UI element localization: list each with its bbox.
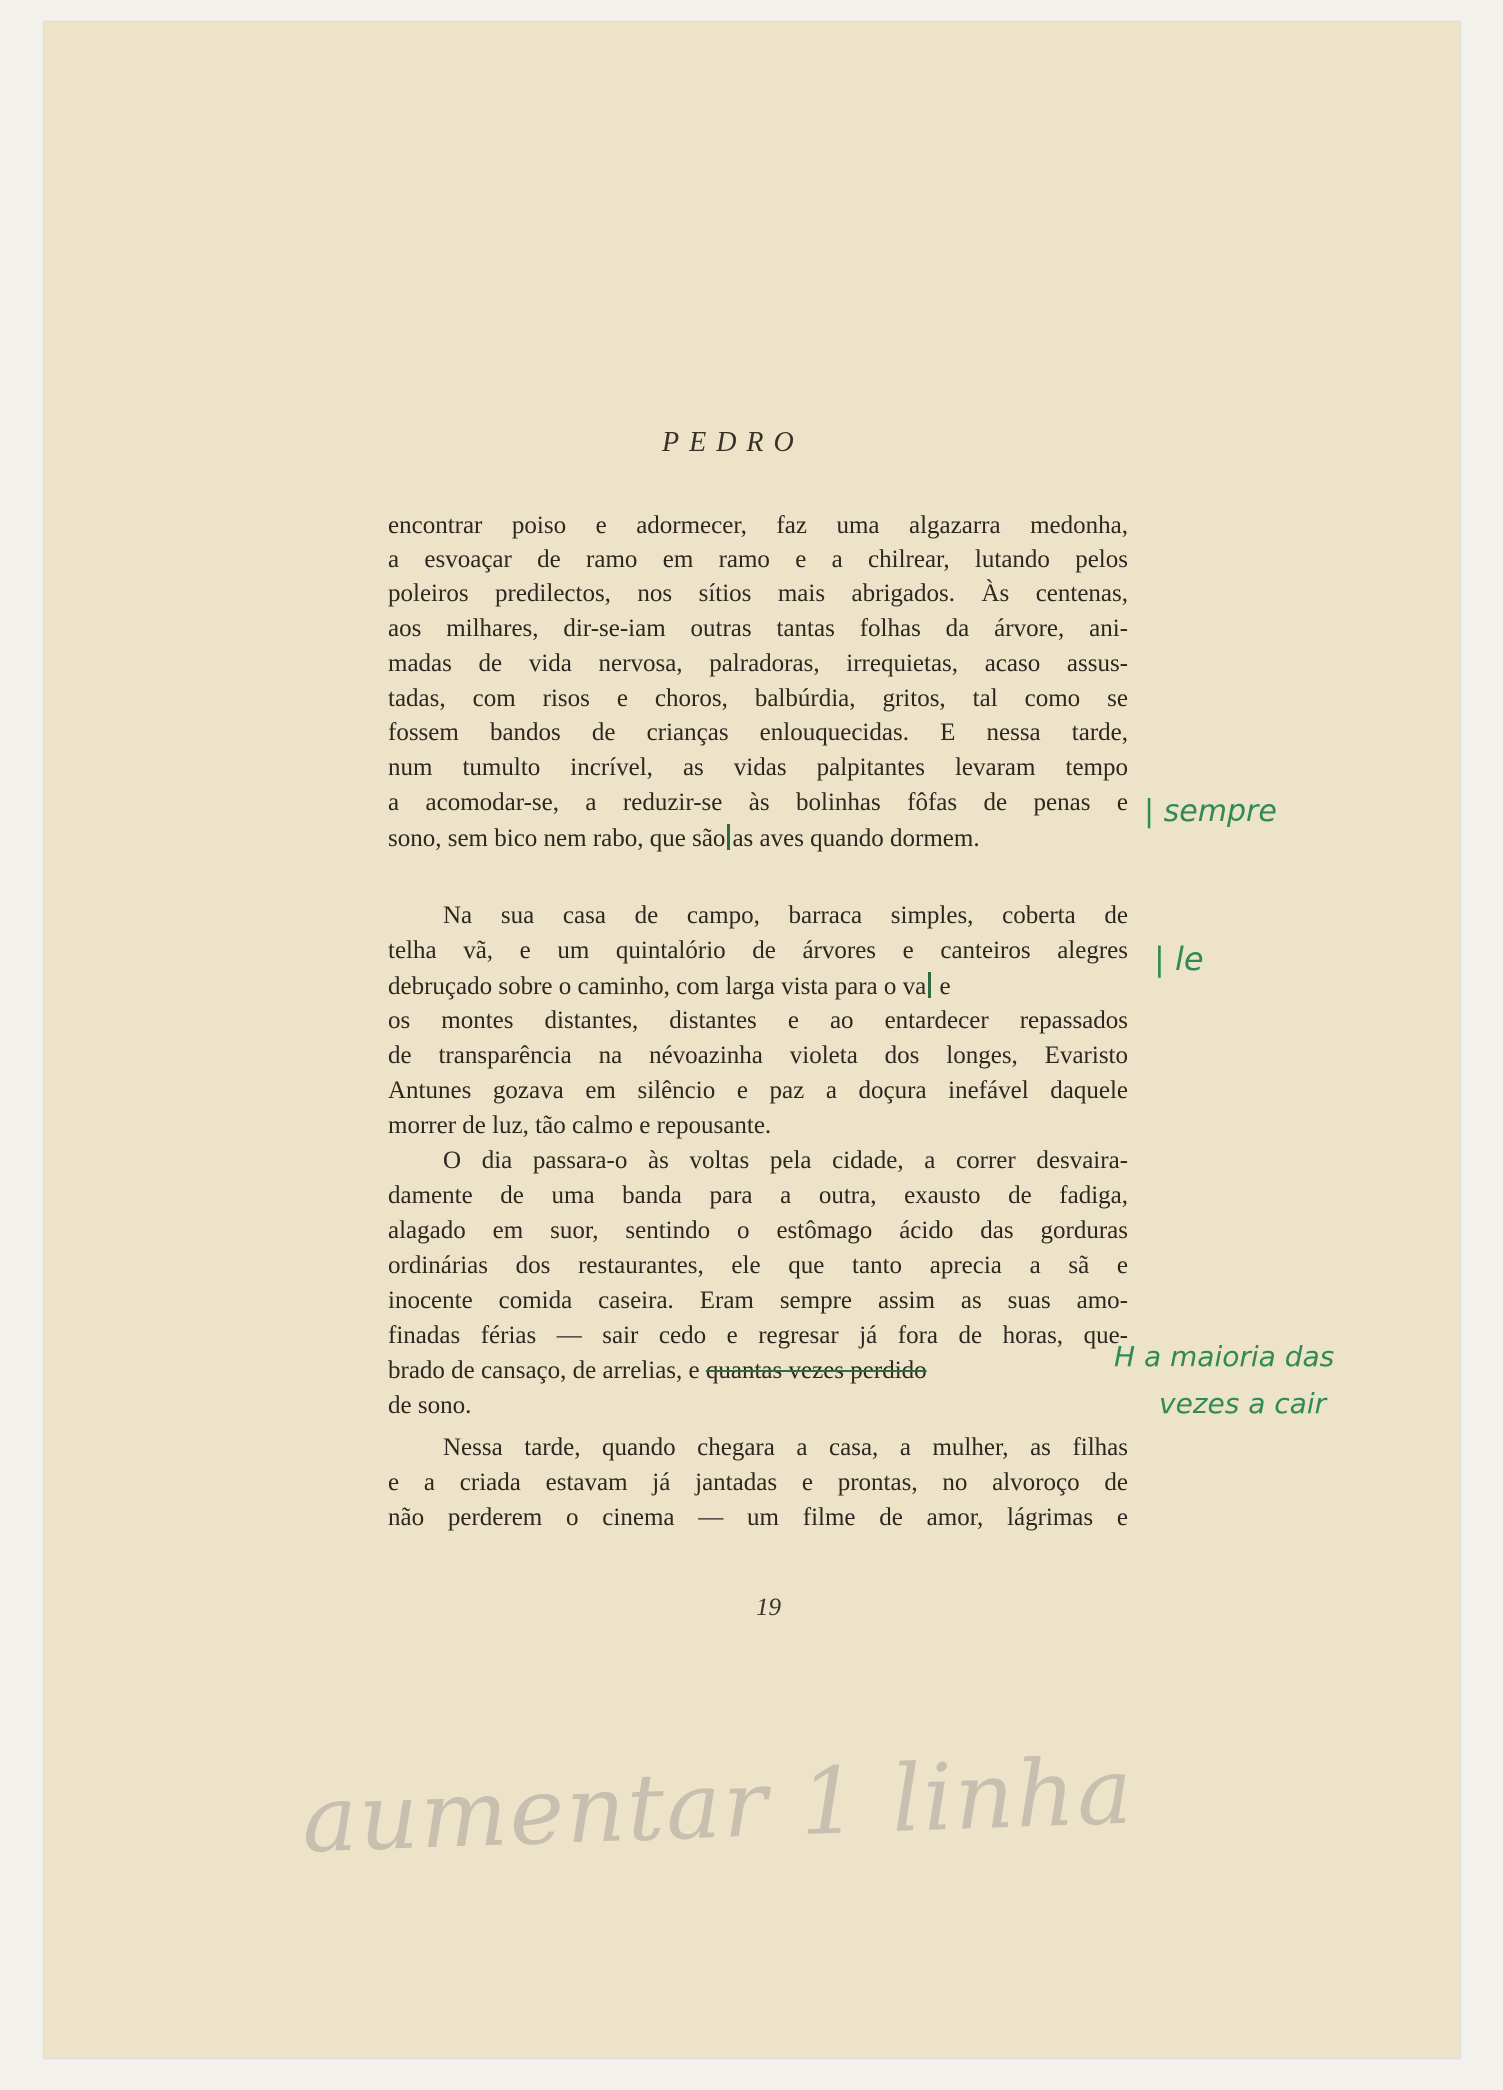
text-line: Na sua casa de campo, barraca simples, coberta de	[443, 902, 1128, 929]
text-line: a esvoaçar de ramo em ramo e a chilrear, lutando pelos	[388, 546, 1128, 573]
struck-text: quantas vezes perdido	[705, 1357, 927, 1384]
text-line: ordinárias dos restaurantes, ele que tanto aprecia a sã e	[388, 1252, 1128, 1279]
text-line	[388, 824, 1128, 853]
text-line: e a criada estavam já jantadas e prontas, no alvoroço de	[388, 1469, 1128, 1496]
page-number: 19	[756, 1594, 781, 1621]
text-line: não perderem o cinema — um filme de amor, lágrimas e	[388, 1504, 1128, 1531]
text-line: alagado em suor, sentindo o estômago ácido das gorduras	[388, 1217, 1128, 1244]
text-line: encontrar poiso e adormecer, faz uma algazarra medonha,	[388, 512, 1128, 539]
margin-note: | sempre	[1144, 794, 1277, 829]
margin-note: | le	[1154, 940, 1204, 978]
text-line: O dia passara-o às voltas pela cidade, a correr desvaira-	[443, 1147, 1128, 1174]
text-line: finadas férias — sair cedo e regresar já fora de horas, que-	[388, 1322, 1128, 1349]
text-line: morrer de luz, tão calmo e repousante.	[388, 1112, 772, 1139]
text-fragment: brado de cansaço, de arrelias, e	[388, 1357, 700, 1384]
text-line: inocente comida caseira. Eram sempre assim as suas amo-	[388, 1287, 1128, 1314]
text-fragment: e	[939, 973, 951, 1000]
text-fragment: as aves quando dormem.	[732, 825, 980, 852]
insertion-mark	[928, 972, 931, 998]
text-line: poleiros predilectos, nos sítios mais abrigados. Às centenas,	[388, 580, 1128, 607]
text-line: de sono.	[388, 1392, 472, 1419]
text-line: madas de vida nervosa, palradoras, irrequietas, acaso assus-	[388, 650, 1128, 677]
text-line: Nessa tarde, quando chegara a casa, a mulher, as filhas	[443, 1434, 1128, 1461]
text-line	[388, 1357, 1128, 1385]
manuscript-page	[44, 22, 1460, 2058]
text-fragment: sono, sem bico nem rabo, que são	[388, 825, 726, 852]
text-line: de transparência na névoazinha violeta dos longes, Evaristo	[388, 1042, 1128, 1069]
text-line: damente de uma banda para a outra, exausto de fadiga,	[388, 1182, 1128, 1209]
text-fragment: debruçado sobre o caminho, com larga vista para o va	[388, 973, 927, 1000]
insertion-mark	[727, 824, 730, 850]
text-line: num tumulto incrível, as vidas palpitantes levaram tempo	[388, 754, 1128, 781]
running-header: PEDRO	[662, 427, 804, 458]
text-line: telha vã, e um quintalório de árvores e canteiros alegres	[388, 937, 1128, 964]
text-line: a acomodar-se, a reduzir-se às bolinhas fôfas de penas e	[388, 789, 1128, 816]
text-line: aos milhares, dir-se-iam outras tantas folhas da árvore, ani-	[388, 615, 1128, 642]
text-line: fossem bandos de crianças enlouquecidas. E nessa tarde,	[388, 719, 1128, 746]
margin-note: H a maioria das	[1114, 1340, 1335, 1373]
text-line: os montes distantes, distantes e ao entardecer repassados	[388, 1007, 1128, 1034]
text-line: tadas, com risos e choros, balbúrdia, gritos, tal como se	[388, 685, 1128, 712]
text-line: Antunes gozava em silêncio e paz a doçura inefável daquele	[388, 1077, 1128, 1104]
text-line	[388, 972, 1128, 1001]
margin-note: vezes a cair	[1159, 1387, 1327, 1420]
pencil-note: aumentar 1 linha	[300, 1737, 1136, 1874]
